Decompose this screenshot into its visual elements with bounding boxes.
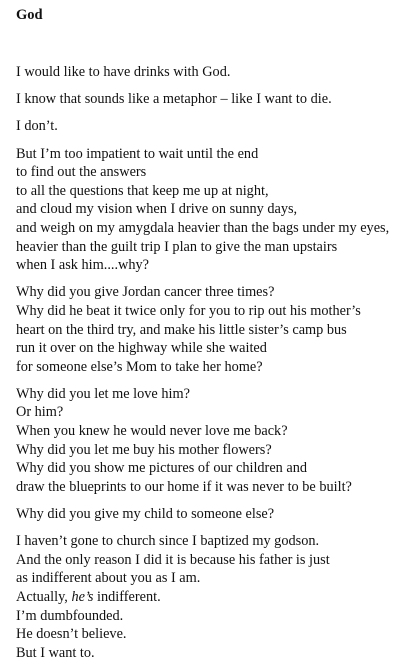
poem-line: heavier than the guilt trip I plan to give the man upstairs: [16, 238, 338, 255]
poem-body: [16, 63, 400, 671]
poem-line: Why did you give Jordan cancer three times?: [16, 284, 275, 301]
poem-line: And the only reason I did it is because his father is just: [16, 551, 330, 568]
poem-page: [16, 0, 400, 661]
poem-line: and weigh on my amygdala heavier than the bags under my eyes,: [16, 219, 390, 236]
poem-line: Why did you let me buy his mother flowers?: [16, 441, 272, 458]
poem-line: as indifferent about you as I am.: [16, 570, 201, 587]
poem-title: God: [16, 7, 43, 23]
poem-line: Or him?: [16, 404, 64, 421]
poem-line: I know that sounds like a metaphor – like I want to die.: [16, 91, 332, 108]
poem-line: run it over on the highway while she waited: [16, 340, 267, 357]
poem-line: When you knew he would never love me back?: [16, 423, 288, 440]
poem-line: He doesn’t believe.: [16, 626, 127, 643]
poem-line: when I ask him....why?: [16, 257, 150, 274]
poem-line: heart on the third try, and make his little sister’s camp bus: [16, 321, 347, 338]
stanza-3: [16, 117, 400, 136]
stanza-5: [16, 283, 400, 376]
poem-line: for someone else’s Mom to take her home?: [16, 358, 263, 375]
stanza-2: [16, 90, 400, 109]
poem-line: Why did you give my child to someone else?: [16, 506, 275, 523]
poem-line: Why did he beat it twice only for you to rip out his mother’s: [16, 302, 361, 319]
poem-line: to find out the answers: [16, 164, 147, 181]
poem-line: I don’t.: [16, 118, 58, 135]
emphasized-word: he’s: [71, 589, 94, 605]
poem-line-with-emphasis: [16, 588, 400, 607]
poem-line: But I want to.: [16, 644, 95, 661]
poem-line: I haven’t gone to church since I baptized my godson.: [16, 533, 320, 550]
poem-line: But I’m too impatient to wait until the end: [16, 145, 259, 162]
poem-line: Why did you show me pictures of our children and: [16, 460, 308, 477]
poem-line: Why did you let me love him?: [16, 385, 190, 402]
poem-line: I’m dumbfounded.: [16, 607, 124, 624]
poem-line: to all the questions that keep me up at night,: [16, 182, 269, 199]
poem-line: and cloud my vision when I drive on sunny days,: [16, 201, 298, 218]
poem-line: draw the blueprints to our home if it was never to be built?: [16, 478, 352, 495]
stanza-7: [16, 505, 400, 524]
poem-line: I would like to have drinks with God.: [16, 64, 231, 80]
line-suffix: indifferent.: [93, 589, 161, 605]
line-prefix: Actually,: [16, 589, 72, 605]
stanza-1: [16, 63, 400, 82]
stanza-6: [16, 385, 400, 497]
stanza-4: [16, 145, 400, 275]
stanza-8: [16, 532, 400, 662]
